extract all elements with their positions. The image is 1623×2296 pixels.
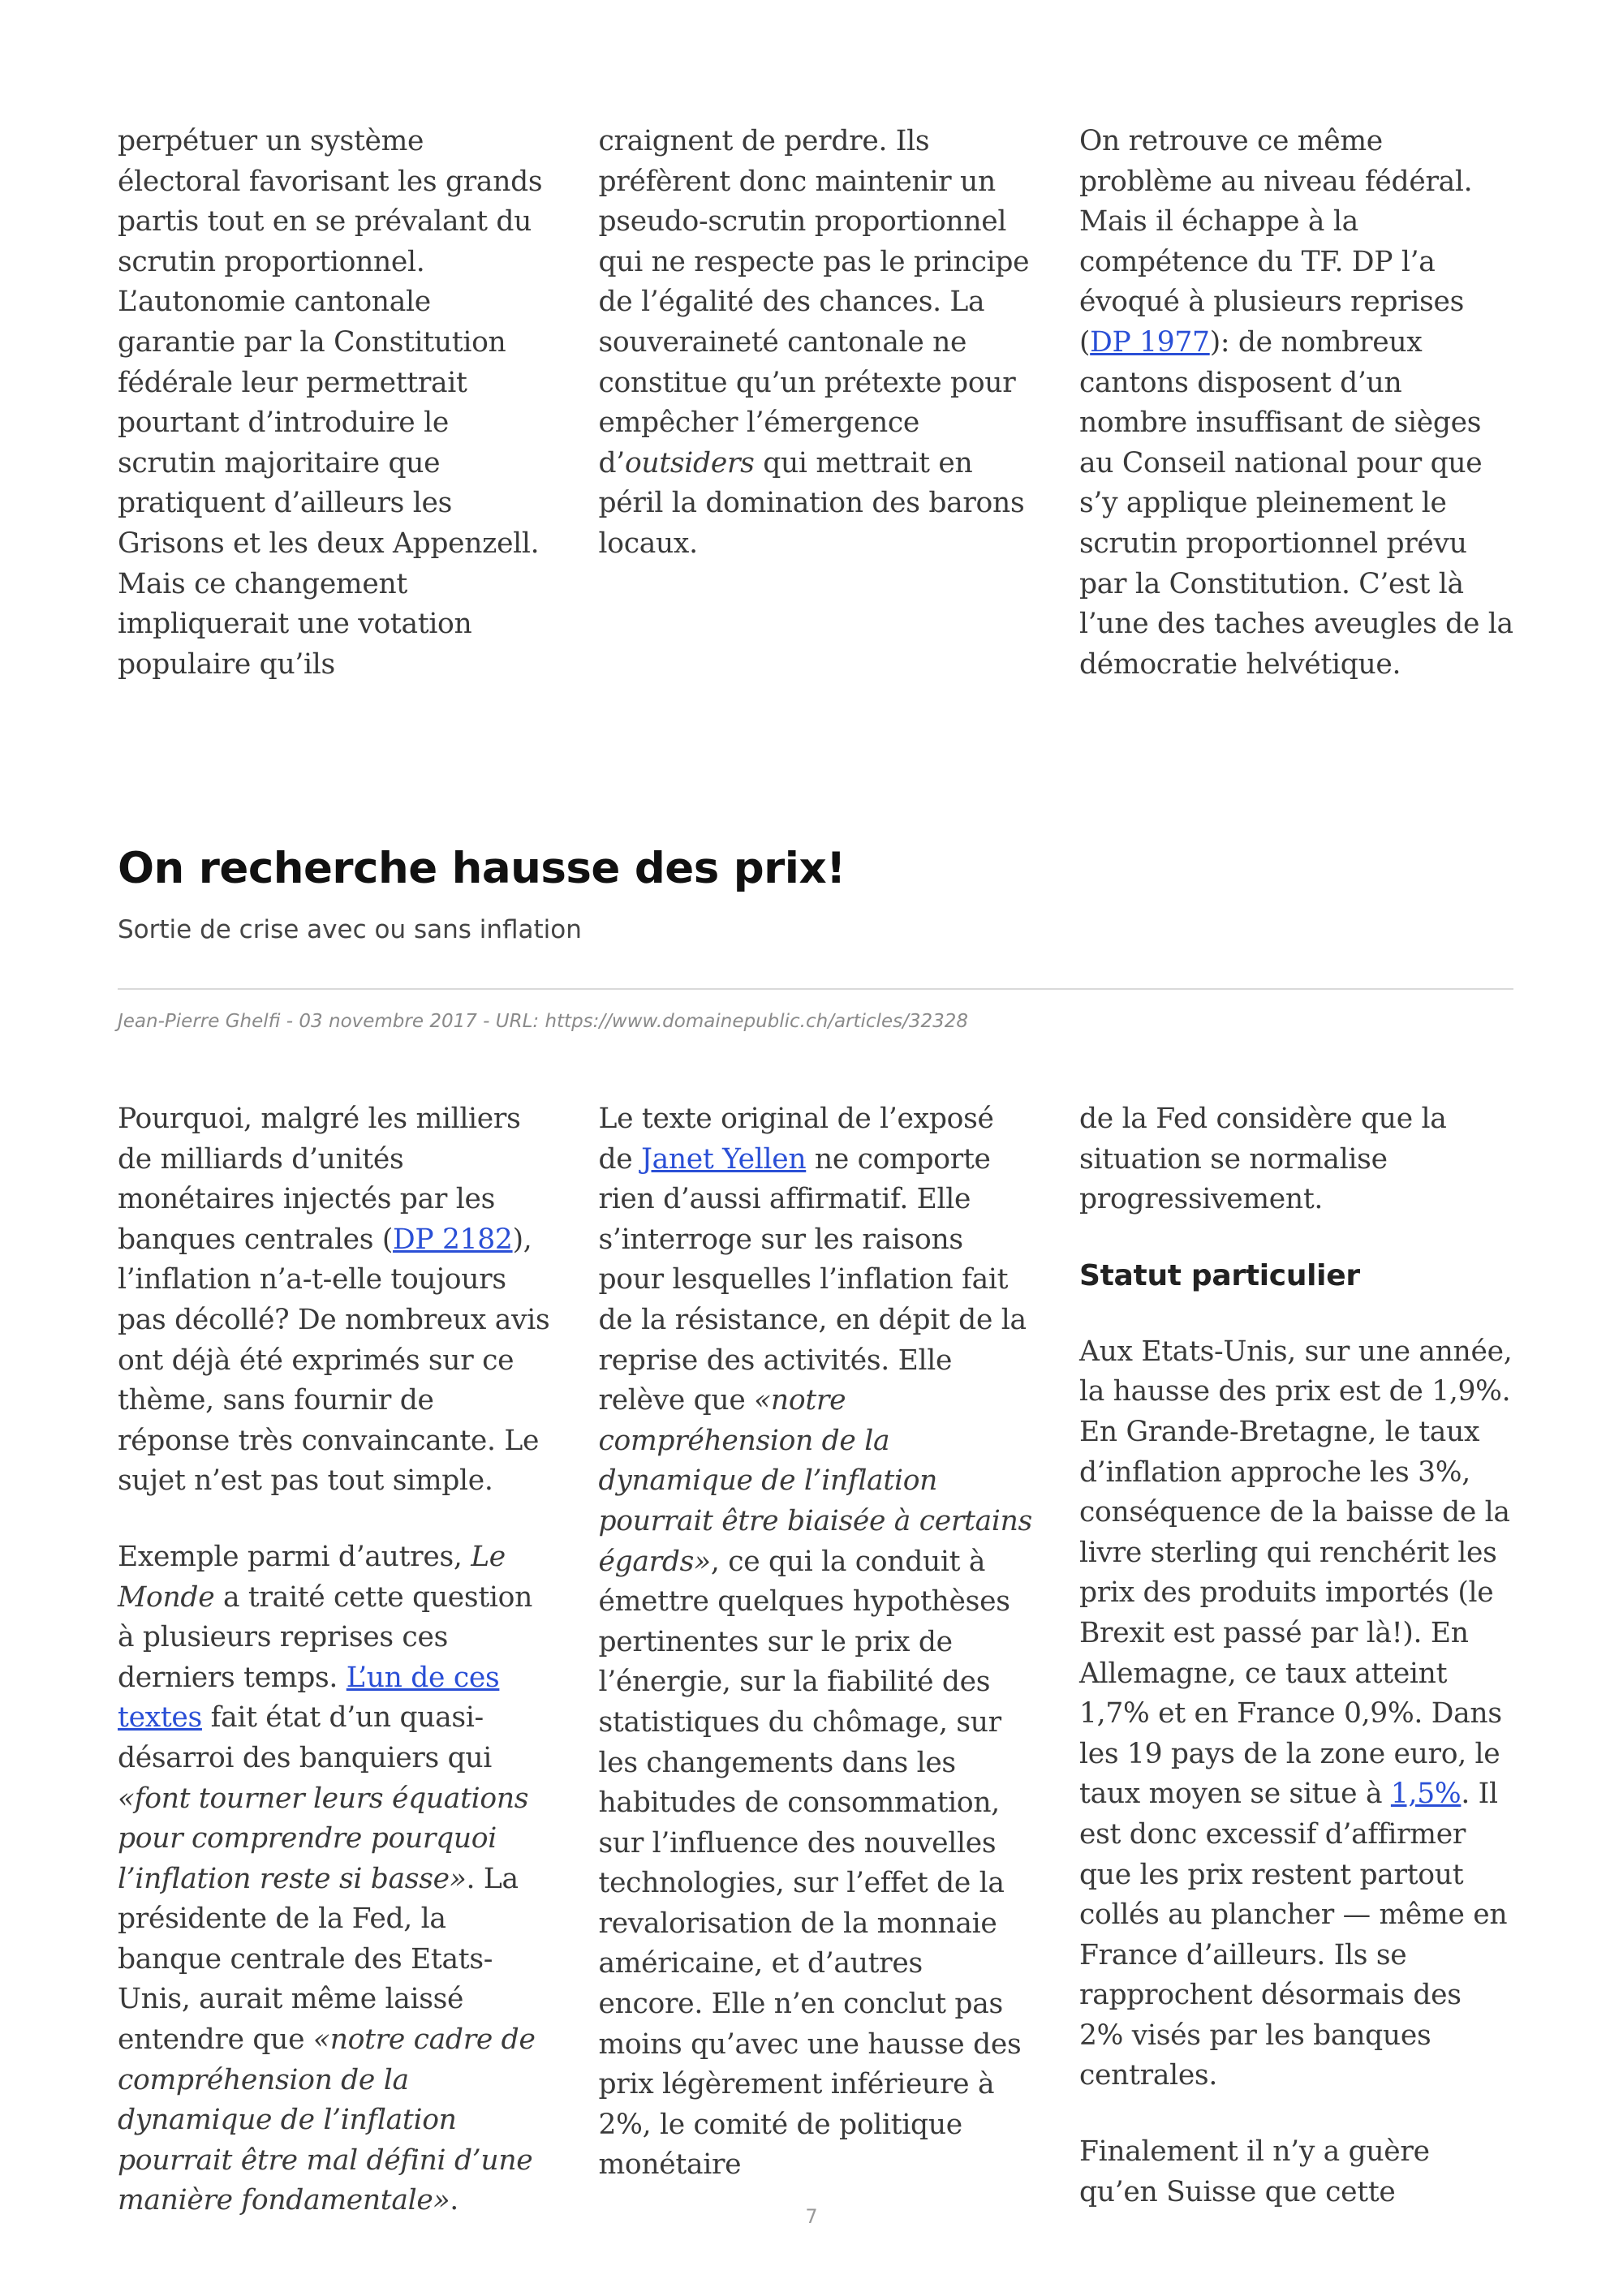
article-columns [118,1099,1513,2221]
link-dp-2182[interactable]: DP 2182 [393,1223,513,1256]
paragraph: de la Fed considère que la situation se normalise progressivement. [1079,1103,1447,1216]
link-un-de-ces-textes[interactable]: L’un de ces textes [118,1661,500,1735]
article-column-1 [118,1099,552,2221]
paragraph: Aux Etats-Unis, sur une année, la hausse des prix est de 1,9%. En Grande-Bretagne, le taux d’inflation approche les 3%, conséquence de la baisse de la livre sterling qui renchérit les prix des produits importés (le Brexit est passé par là!). En Allemagne, ce taux atteint 1,7% et en France 0,9%. Dans les 19 pays de la zone euro, le taux moyen se situe à 1,5%. Il est donc excessif d’affirmer que les prix restent partout collés au plancher — même en France d’ailleurs. Ils se rapprochent désormais des 2% visés par les banques centrales. [1079,1335,1513,2092]
article-column-2 [599,1099,1033,2221]
article-meta: Jean-Pierre Ghelfi - 03 novembre 2017 - URL: https://www.domainepublic.ch/articles/32328 [118,1011,968,1032]
paragraph: On retrouve ce même problème au niveau fédéral. Mais il échappe à la compétence du TF. DP l’a évoqué à plusieurs reprises (DP 1977): de nombreux cantons disposent d’un nombre insuffisant de sièges au Conseil national pour que s’y applique pleinement le scrutin proportionnel prévu par la Constitution. C’est là l’une des taches aveugles de la démocratie helvétique. [1079,125,1513,681]
link-1-5-percent[interactable]: 1,5% [1390,1778,1462,1811]
article-subtitle: Sortie de crise avec ou sans inflation [118,915,582,944]
emphasis: outsiders [624,446,755,479]
quote: «notre cadre de compréhension de la dynamique de l’inflation pourrait être mal défini d’une manière fondamentale» [118,2023,536,2217]
paragraph: Pourquoi, malgré les milliers de milliards d’unités monétaires injectés par les banques centrales (DP 2182), l’inflation n’a-t-elle toujours pas décollé? De nombreux avis ont déjà été exprimés sur ce thème, sans fournir de réponse très convaincante. Le sujet n’est pas tout simple. [118,1103,550,1498]
emphasis: Le Monde [118,1540,506,1614]
previous-article-column-3 [1079,122,1513,685]
previous-article-column-2 [599,122,1033,685]
link-janet-yellen[interactable]: Janet Yellen [641,1142,807,1176]
header-divider [118,988,1513,990]
article-column-3 [1079,1099,1513,2221]
page-number: 7 [805,2205,818,2228]
paragraph: perpétuer un système électoral favorisant les grands partis tout en se prévalant du scrutin proportionnel. L’autonomie cantonale garantie par la Constitution fédérale leur permettrait pourtant d’introduire le scrutin majoritaire que pratiquent d’ailleurs les Grisons et les deux Appenzell. Mais ce changement impliquerait une votation populaire qu’ils [118,125,543,681]
link-dp-1977[interactable]: DP 1977 [1090,325,1210,359]
article-title: On recherche hausse des prix! [118,844,846,893]
section-heading: Statut particulier [1079,1258,1360,1292]
previous-article-column-1 [118,122,552,685]
paragraph: Le texte original de l’exposé de Janet Yellen ne comporte rien d’aussi affirmatif. Elle s’interroge sur les raisons pour lesquelles l’inflation fait de la résistance, en dépit de la reprise des activités. Elle relève que «notre compréhension de la dynamique de l’inflation pourrait être biaisée à certains égards», ce qui la conduit à émettre quelques hypothèses pertinentes sur le prix de l’énergie, sur la fiabilité des statistiques du chômage, sur les changements dans les habitudes de consommation, sur l’influence des nouvelles technologies, sur l’effet de la revalorisation de la monnaie américaine, et d’autres encore. Elle n’en conclut pas moins qu’avec une hausse des prix légèrement inférieure à 2%, le comité de politique monétaire [598,1103,1032,2182]
quote: «notre compréhension de la dynamique de l’inflation pourrait être biaisée à certains égards» [598,1384,1032,1578]
paragraph: Finalement il n’y a guère qu’en Suisse que cette [1079,2135,1430,2208]
paragraph: craignent de perdre. Ils préfèrent donc maintenir un pseudo-scrutin proportionnel qui ne respecte pas le principe de l’égalité des chances. La souveraineté cantonale ne constitue qu’un prétexte pour empêcher l’émergence d’outsiders qui mettrait en péril la domination des barons locaux. [598,125,1030,560]
previous-article-columns [118,122,1513,685]
paragraph: Exemple parmi d’autres, Le Monde a traité cette question à plusieurs reprises ces derniers temps. L’un de ces textes fait état d’un quasi-désarroi des banquiers qui «font tourner leurs équations pour comprendre pourquoi l’inflation reste si basse». La présidente de la Fed, la banque centrale des Etats-Unis, aurait même laissé entendre que «notre cadre de compréhension de la dynamique de l’inflation pourrait être mal défini d’une manière fondamentale». [118,1540,536,2217]
quote: «font tourner leurs équations pour comprendre pourquoi l’inflation reste si basse» [118,1782,529,1895]
